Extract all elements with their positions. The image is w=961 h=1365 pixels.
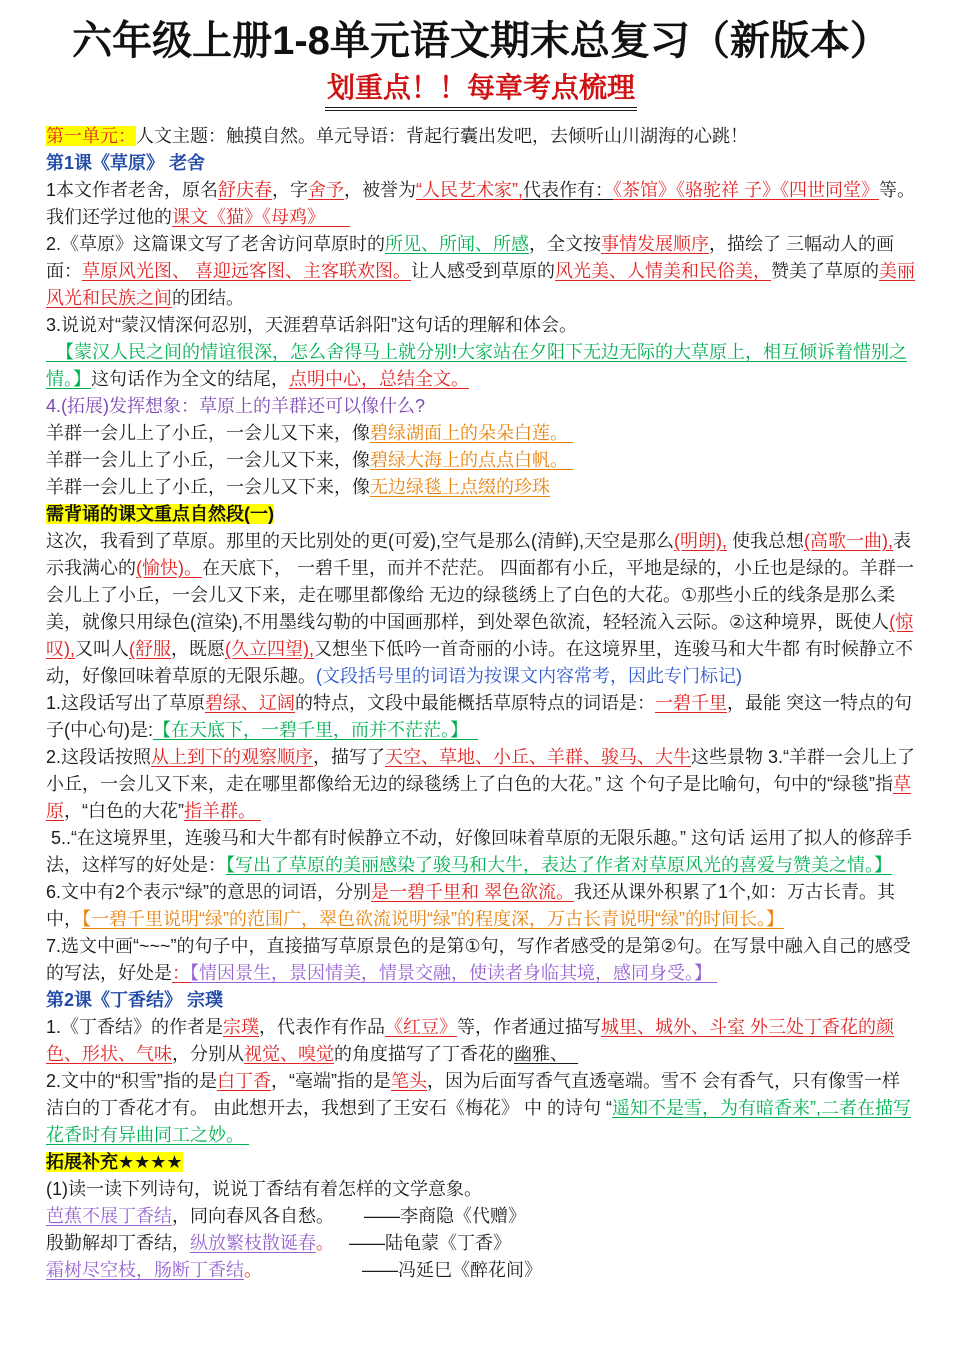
text-segment: 点明中心，总结全文。 bbox=[289, 369, 469, 389]
text-segment: 的角度描写了丁香花的 bbox=[334, 1044, 514, 1064]
text-segment: ： bbox=[172, 963, 190, 983]
recite-passage bbox=[46, 528, 916, 690]
text-segment: (明朗), bbox=[673, 531, 727, 551]
lesson1-q1-author bbox=[46, 177, 916, 231]
text-segment: 又想坐下低吟一首奇丽的小诗。在这境界里，连骏马和大牛都 有时候静立不动，好像回味着草原的无限乐趣。 bbox=[46, 639, 913, 686]
text-segment: 从上到下的观察顺序 bbox=[151, 747, 314, 767]
text-segment: 芭蕉不展丁香结 bbox=[46, 1206, 172, 1226]
text-segment: 风光美、人情美和民俗美， bbox=[555, 261, 771, 281]
sheep-simile-2 bbox=[46, 447, 916, 474]
text-segment: 【一碧千里说明“绿”的范围广，翠色欲流说明“绿”的程度深，万古长青说明“绿”的时间长。】 bbox=[82, 909, 784, 929]
text-segment: 所见、所闻、所感 bbox=[385, 234, 530, 254]
text-segment: 城里、城外、斗室 外三处丁香花的颜色、形状、气味 bbox=[46, 1017, 895, 1064]
text-segment: 赞美了草原的 bbox=[771, 261, 879, 281]
passage-q6 bbox=[46, 879, 916, 933]
text-segment: 5..“在这境界里，连骏马和大牛都有时候静立不动，好像回味着草原的无限乐趣。” 这句话 运用了拟人的修辞手法，这样写的好处是： bbox=[46, 828, 913, 875]
text-segment: 草原风光图、 喜迎远客图、主客联欢图。 bbox=[82, 261, 411, 281]
text-segment: 视觉、嗅觉 bbox=[244, 1044, 334, 1064]
text-segment: 第2课《丁香结》 宗璞 bbox=[46, 990, 224, 1010]
text-segment: ，因为后面写香气直透毫端。雪不 会有香气，只有像雪一样洁白的丁香花才有。 由此想开去，我想到了王安石《梅花》 中 的诗句 “ bbox=[46, 1071, 900, 1118]
text-segment: 羊群一会儿上了小丘，一会儿又下来，像 bbox=[46, 423, 370, 443]
text-segment: 。 bbox=[316, 1233, 334, 1253]
text-segment: 笔头 bbox=[391, 1071, 427, 1091]
text-segment: 等。我们还学过他的 bbox=[46, 180, 916, 227]
text-segment: 白丁香 bbox=[217, 1071, 271, 1091]
text-segment: 2.《草原》这篇课文写了老舍访问草原时的 bbox=[46, 234, 386, 254]
text-segment: 等，作者通过描写 bbox=[457, 1017, 602, 1037]
text-segment: 课文《猫》《母鸡》 bbox=[172, 207, 351, 227]
text-segment: 《红豆》 bbox=[385, 1017, 458, 1037]
text-segment: 1.《丁香结》的作者是 bbox=[46, 1017, 224, 1037]
text-segment: 宗璞 bbox=[223, 1017, 260, 1037]
text-segment: ，既愿 bbox=[171, 639, 225, 659]
lesson1-q3-question bbox=[46, 312, 916, 339]
text-segment: 一碧千里 bbox=[655, 693, 728, 713]
lesson1-q3-answer bbox=[46, 339, 916, 393]
text-segment: 6.文中有2个表示“绿”的意思的词语，分别 bbox=[46, 882, 372, 902]
poem-intro bbox=[46, 1176, 916, 1203]
page-subtitle: 划重点！！每章考点梳理 bbox=[325, 70, 637, 111]
text-segment: 3.说说对“蒙汉情深何忍别，天涯碧草话斜阳”这句话的理解和体会。 bbox=[46, 315, 577, 335]
text-segment: ——冯延巳《醉花间》 bbox=[262, 1260, 543, 1280]
text-segment: ，“毫端”指的是 bbox=[271, 1071, 391, 1091]
text-segment: 这些景物 3.“羊群一会儿上了小丘，一会儿又下来，走在哪里都像给无边的绿毯绣上了白色的大花。” 这 个句子是比喻句，句中的“绿毯”指 bbox=[46, 747, 916, 794]
text-segment: ，同向春风各自愁。 ——李商隐《代赠》 bbox=[172, 1206, 527, 1226]
text-segment: 第1课《草原》 老舍 bbox=[46, 153, 206, 173]
text-segment: (愉快)。 bbox=[136, 558, 202, 578]
text-segment: ，字 bbox=[272, 180, 309, 200]
text-segment: “人民艺术家”, bbox=[416, 180, 524, 200]
text-segment: 天空、草地、小丘、羊群、骏马、大牛 bbox=[385, 747, 692, 767]
text-segment: ，分别从 bbox=[172, 1044, 244, 1064]
text-segment: 让人感受到草原的 bbox=[411, 261, 555, 281]
text-segment: 【写出了草原的美丽感染了骏马和大牛，表达了作者对草原风光的喜爱与赞美之情。】 bbox=[226, 855, 892, 875]
text-segment: 美丽风光和民族之间 bbox=[46, 261, 915, 308]
text-segment: 霜树尽空枝，肠断丁香结 bbox=[46, 1260, 244, 1280]
text-segment: 在天底下， 一碧千里，而并不茫茫。 四面都有小丘，平地是绿的，小丘也是绿的。羊群一会儿上了小丘，一会儿又下来，走在哪里都像给 无边的绿毯绣上了白色的大花。①那些小丘的线条是那么柔美，就像只用绿色(渲染),不用墨线勾勒的中国画那样，到处翠色欲流，轻轻流入云际。②这种境界，既使人 bbox=[46, 558, 914, 632]
lesson1-q4-question bbox=[46, 393, 916, 420]
text-segment: 人文主题：触摸自然。单元导语：背起行囊出发吧，去倾听山川湖海的心跳！ bbox=[136, 126, 748, 146]
text-segment: 【在天底下，一碧千里，而并不茫茫。】 bbox=[153, 720, 479, 740]
text-segment: 第一单元： bbox=[46, 126, 136, 146]
text-segment: 。 bbox=[244, 1260, 262, 1280]
text-segment: (舒服 bbox=[129, 639, 171, 659]
text-segment: (惊叹), bbox=[46, 612, 914, 659]
text-segment: 1本文作者老舍，原名 bbox=[46, 180, 219, 200]
text-segment: 指羊群。 bbox=[184, 801, 262, 821]
text-segment: 拓展补充★★★★ bbox=[46, 1152, 183, 1172]
lesson2-q1-author bbox=[46, 1014, 916, 1068]
text-segment: 4.(拓展)发挥想象：草原上的羊群还可以像什么? bbox=[46, 396, 426, 416]
text-segment: 【情因景生，景因情美，情景交融，使读者身临其境，感同身受。】 bbox=[190, 963, 717, 983]
expand-heading bbox=[46, 1149, 916, 1176]
text-segment: 《茶馆》《骆驼祥 子》《四世同堂》 bbox=[613, 180, 880, 200]
text-segment: 遥知不是雪，为有暗香来”,二者在描写花香时有异曲同工之妙。 bbox=[46, 1098, 911, 1145]
text-segment: ，“白色的大花” bbox=[64, 801, 184, 821]
lesson1-heading bbox=[46, 150, 916, 177]
text-segment: 羊群一会儿上了小丘，一会儿又下来，像 bbox=[46, 477, 370, 497]
poem-line-1 bbox=[46, 1203, 916, 1230]
text-segment: ，全文按 bbox=[529, 234, 602, 254]
unit1-theme-line bbox=[46, 123, 916, 150]
text-segment: 是一碧千里和 翠色欲流。 bbox=[371, 882, 575, 902]
text-segment: 的特点，文段中最能概括草原特点的词语是： bbox=[295, 693, 656, 713]
sheep-simile-3 bbox=[46, 474, 916, 501]
text-segment: 这句话作为全文的结尾， bbox=[91, 369, 289, 389]
text-segment: 需背诵的课文重点自然段(一) bbox=[46, 504, 274, 524]
text-segment: 碧绿、辽阔 bbox=[205, 693, 296, 713]
poem-line-3 bbox=[46, 1257, 916, 1284]
text-segment: 2.文中的“积雪”指的是 bbox=[46, 1071, 217, 1091]
text-segment: ，被誉为 bbox=[344, 180, 417, 200]
lesson2-q2 bbox=[46, 1068, 916, 1149]
text-segment: ，描绘了 三幅动人的画面： bbox=[46, 234, 895, 281]
text-segment: 又叫人 bbox=[75, 639, 129, 659]
text-segment: 殷勤解却丁香结， bbox=[46, 1233, 190, 1253]
text-segment: (久立四望), bbox=[225, 639, 314, 659]
text-segment: 1.这段话写出了草原 bbox=[46, 693, 206, 713]
text-segment: 草原 bbox=[46, 774, 911, 821]
lesson1-q2-summary bbox=[46, 231, 916, 312]
text-segment: 舍予 bbox=[308, 180, 345, 200]
text-segment: 无边绿毯上点缀的珍珠 bbox=[370, 477, 550, 497]
passage-q5 bbox=[46, 825, 916, 879]
text-segment: 代表作有： bbox=[523, 180, 614, 200]
lesson2-heading bbox=[46, 987, 916, 1014]
passage-q7 bbox=[46, 933, 916, 987]
text-segment: (高歌一曲), bbox=[804, 531, 893, 551]
text-segment: ，描写了 bbox=[313, 747, 386, 767]
text-segment: 我还从课外积累了1个,如：万古长青。其中， bbox=[46, 882, 896, 929]
passage-q2 bbox=[46, 744, 916, 825]
text-segment: 使我总想 bbox=[726, 531, 804, 551]
text-segment: (1)读一读下列诗句，说说丁香结有着怎样的文学意象。 bbox=[46, 1179, 482, 1199]
text-segment: 7.选文中画“~~~”的句子中，直接描写草原景色的是第①句，写作者感受的是第②句。在写景中融入自己的感受的写法，好处是 bbox=[46, 936, 911, 983]
text-segment: ，最能 突这一特点的句子(中心句)是: bbox=[46, 693, 913, 740]
text-segment: 碧绿湖面上的朵朵白莲。 bbox=[370, 423, 573, 443]
text-segment: 舒庆春 bbox=[218, 180, 273, 200]
text-segment: 这次，我看到了草原。那里的天比别处的更(可爱),空气是那么(清鲜),天空是那么 bbox=[46, 531, 674, 551]
document-body bbox=[46, 123, 916, 1284]
text-segment: 【蒙汉人民之间的情谊很深，怎么舍得马上就分别!大家站在夕阳下无边无际的大草原上，相互倾诉着惜别之情。】 bbox=[46, 342, 908, 389]
passage-q1 bbox=[46, 690, 916, 744]
text-segment: 羊群一会儿上了小丘，一会儿又下来，像 bbox=[46, 450, 370, 470]
text-segment: 2.这段话按照 bbox=[46, 747, 152, 767]
text-segment: 的团结。 bbox=[172, 288, 244, 308]
page-title: 六年级上册1-8单元语文期末总复习（新版本） bbox=[72, 19, 890, 63]
text-segment: ——陆龟蒙《丁香》 bbox=[334, 1233, 512, 1253]
subtitle-row bbox=[46, 70, 916, 111]
poem-line-2 bbox=[46, 1230, 916, 1257]
text-segment: 幽雅、 bbox=[514, 1044, 579, 1064]
text-segment: 纵放繁枝散诞春 bbox=[190, 1233, 316, 1253]
text-segment: 表示我满心的 bbox=[46, 531, 911, 578]
sheep-simile-1 bbox=[46, 420, 916, 447]
text-segment: 碧绿大海上的点点白帆。 bbox=[370, 450, 573, 470]
text-segment: (文段括号里的词语为按课文内容常考，因此专门标记) bbox=[316, 666, 742, 686]
recite-heading bbox=[46, 501, 916, 528]
text-segment: ，代表作有作品 bbox=[259, 1017, 386, 1037]
text-segment: 事情发展顺序 bbox=[601, 234, 710, 254]
